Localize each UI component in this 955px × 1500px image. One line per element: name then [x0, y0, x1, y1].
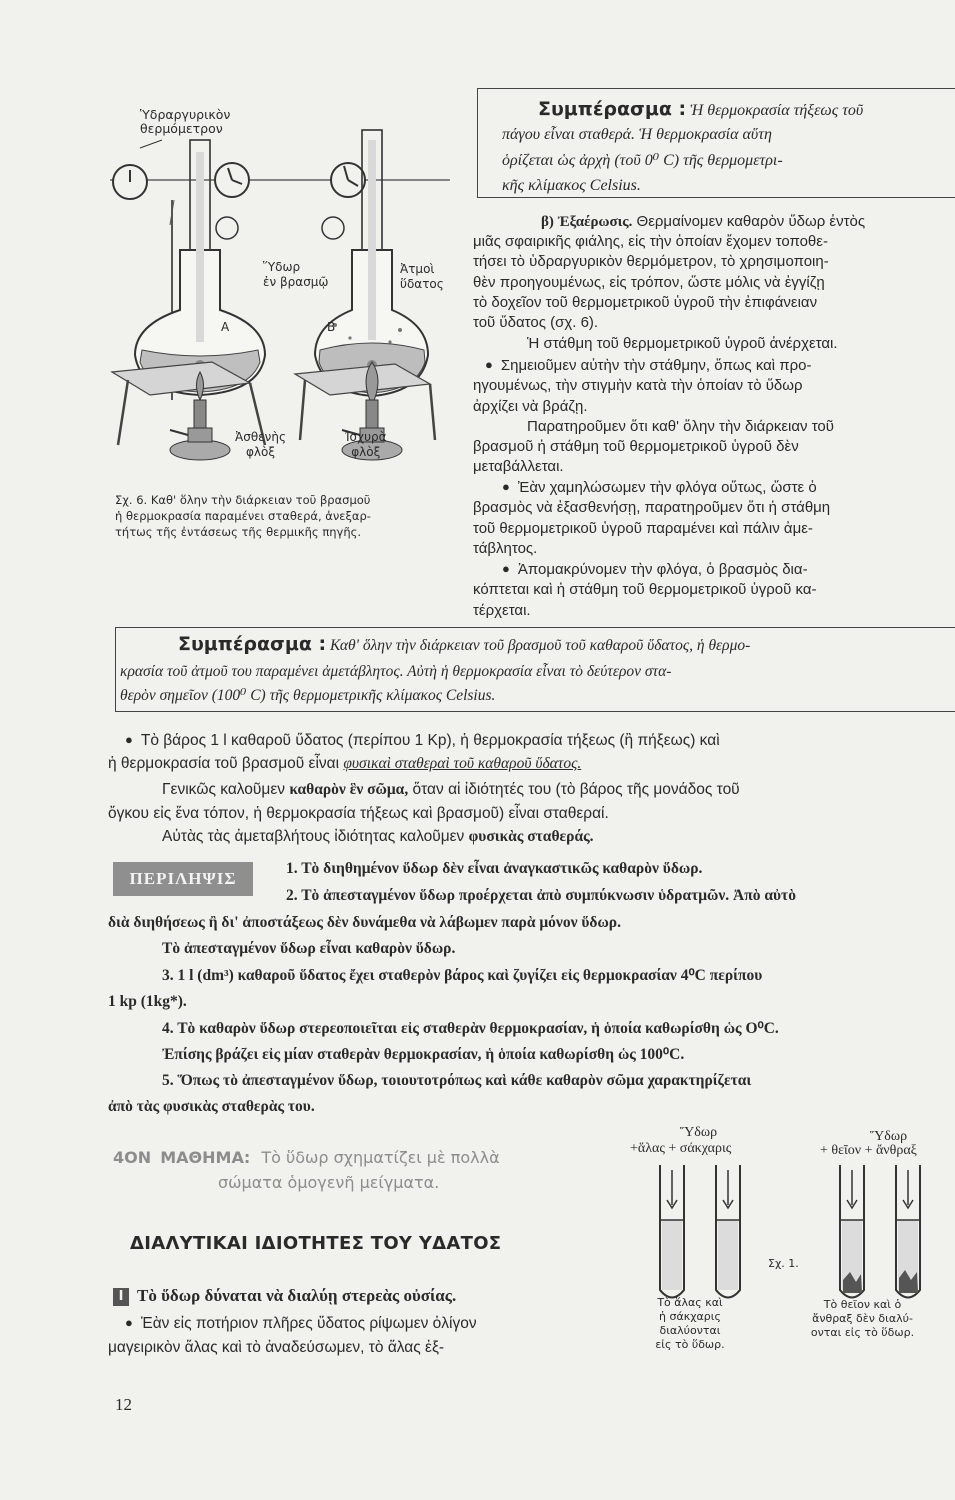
fig1-label: Σχ. 1.	[768, 1257, 799, 1270]
fig1-left-top-2: +ἅλας + σάκχαρις	[630, 1141, 732, 1156]
lesson-text-line-1: ● Ἐὰν εἰς ποτήριον πλῆρες ὕδατος ρίψωμεν ὀλίγον	[125, 1314, 477, 1334]
section-heading: ΔΙΑΛΥΤΙΚΑΙ ΙΔΙΟΤΗΤΕΣ ΤΟΥ ΥΔΑΤΟΣ	[130, 1233, 502, 1254]
fig1-left-caption: Τὸ ἅλας καὶ ἡ σάκχαρις διαλύονται εἰς τὸ ὕδωρ.	[655, 1296, 725, 1351]
conclusion-1-line-1: Συμπέρασμα : Ἡ θερμοκρασία τήξεως τοῦ	[538, 98, 864, 120]
summary-badge: ΠΕΡΙΛΗΨΙΣ	[113, 862, 253, 896]
boiling-line: θὲν προηγουμένως, εἰς τρόπον, ὥστε μόλις νὰ ἐγγίζῃ	[473, 274, 825, 291]
boiling-line: ● Σημειοῦμεν αὐτὴν τὴν στάθμην, ὅπως καὶ προ-	[485, 356, 812, 376]
fig1-left-top-1: Ὕδωρ	[680, 1125, 718, 1140]
strong-flame-label: Ἰσχυρὰ φλὸξ	[345, 430, 387, 459]
boiling-line: ἀρχίζει νὰ βράζῃ.	[473, 398, 588, 415]
summary-line: 1. Τὸ διηθημένον ὕδωρ δὲν εἶναι ἀναγκαστικῶς καθαρὸν ὕδωρ.	[286, 860, 703, 877]
thermometer-label: Ὑδραργυρικὸν θερμόμετρον	[140, 107, 231, 136]
water-vapor-label: Ἀτμοὶ ὕδατος	[400, 262, 444, 291]
summary-line: 2. Τὸ ἀπεσταγμένον ὕδωρ προέρχεται ἀπὸ συμπύκνωσιν ὑδρατμῶν. Ἀπὸ αὐτὸ	[286, 887, 796, 904]
conclusion-2-line-3: θερὸν σημεῖον (100⁰ C) τῆς θερμομετρικῆς κλίμακος Celsius.	[120, 687, 496, 704]
conclusion-2-line-1: Συμπέρασμα : Καθ' ὅλην τὴν διάρκειαν τοῦ βρασμοῦ τοῦ καθαροῦ ὕδατος, ἡ θερμο-	[178, 633, 751, 655]
boiling-line: μεταβάλλεται.	[473, 458, 564, 475]
body-p2-line-1: Γενικῶς καλοῦμεν καθαρὸν ἓν σῶμα, ὅταν αἱ ἰδιότητές του (τὸ βάρος τῆς μονάδος τοῦ	[162, 781, 740, 798]
boiling-line: ● Ἐὰν χαμηλώσωμεν τὴν φλόγα οὕτως, ὥστε ὁ	[502, 478, 817, 498]
fig1-right-caption: Τὸ θεῖον καὶ ὁ ἄνθραξ δὲν διαλύ- ονται εἰς τὸ ὕδωρ.	[810, 1298, 915, 1339]
clock-icon	[331, 163, 365, 197]
fig1-right-top-1: Ὕδωρ	[870, 1129, 908, 1144]
test-tube-left-2	[716, 1165, 740, 1298]
summary-line: Τὸ ἀπεσταγμένον ὕδωρ εἶναι καθαρὸν ὕδωρ.	[162, 940, 456, 957]
body-p2-line-2: ὄγκου εἰς ἕνα τόπον, ἡ θερμοκρασία τήξεως καὶ βρασμοῦ) εἶναι σταθεραί.	[108, 805, 609, 822]
mark-a: A	[221, 320, 230, 334]
lesson-number: 4ΟΝ	[113, 1148, 152, 1167]
clock-icon	[113, 165, 147, 199]
conclusion-2-title: Συμπέρασμα :	[178, 633, 327, 655]
figure-6-caption: Σχ. 6. Καθ' ὅλην τὴν διάρκειαν τοῦ βρασμοῦ ἡ θερμοκρασία παραμένει σταθερά, ἀνεξαρ- τήτως τῆς ἐντάσεως τῆς θερμικῆς πηγῆς.	[115, 493, 371, 539]
boiling-line: Παρατηροῦμεν ὅτι καθ' ὅλην τὴν διάρκειαν τοῦ	[527, 418, 834, 435]
summary-line: Ἐπίσης βράζει εἰς μίαν σταθερὰν θερμοκρασίαν, ἡ ὁποία καθωρίσθη ὡς 100⁰C.	[162, 1046, 685, 1063]
lesson-text-line-2: μαγειρικὸν ἅλας καὶ τὸ ἀναδεύσωμεν, τὸ ἅλας ἐξ-	[108, 1339, 445, 1356]
boiling-line: κόπτεται καὶ ἡ στάθμη τοῦ θερμομετρικοῦ ὑγροῦ κα-	[473, 581, 817, 598]
page-number: 12	[115, 1395, 132, 1414]
lesson-title-line-1: 4ΟΝ ΜΑΘΗΜΑ: Τὸ ὕδωρ σχηματίζει μὲ πολλὰ	[113, 1148, 500, 1167]
boiling-line: τοῦ θερμομετρικοῦ ὑγροῦ παραμένει καὶ πάλιν ἀμε-	[473, 520, 813, 537]
test-tube-left-1	[660, 1165, 684, 1298]
boiling-line: βρασμὸς νὰ ἐξασθενήσῃ, παρατηροῦμεν ὅτι ἡ στάθμη	[473, 499, 831, 516]
figure-6	[100, 100, 470, 480]
summary-line: ἀπὸ τὰς φυσικὰς σταθερὰς του.	[108, 1098, 315, 1115]
boiling-line: βρασμοῦ ἡ στάθμη τοῦ θερμομετρικοῦ ὑγροῦ δὲν	[473, 438, 799, 455]
lesson-label: ΜΑΘΗΜΑ:	[160, 1148, 251, 1167]
test-tube-right-2	[896, 1165, 920, 1298]
summary-line: 4. Τὸ καθαρὸν ὕδωρ στερεοποιεῖται εἰς σταθερὰν θερμοκρασίαν, ἡ ὁποία καθωρίσθη ὡς O⁰C.	[162, 1020, 779, 1037]
fig1-right-top-2: + θεῖον + ἄνθραξ	[820, 1143, 917, 1158]
lesson-title-line-2: σώματα ὁμογενῆ μείγματα.	[218, 1173, 440, 1192]
clock-icon	[215, 163, 249, 197]
boiling-line: τήσει τὸ ὑδραργυρικὸν θερμόμετρον, τὸ χρησιμοποιη-	[473, 253, 829, 270]
summary-line: 3. 1 l (dm³) καθαροῦ ὕδατος ἔχει σταθερὸν βάρος καὶ ζυγίζει εἰς θερμοκρασίαν 4⁰C περίπου	[162, 967, 763, 984]
boiling-line: Ἡ στάθμη τοῦ θερμομετρικοῦ ὑγροῦ ἀνέρχεται.	[527, 335, 838, 352]
body-p1-line-2: ἡ θερμοκρασία τοῦ βρασμοῦ εἶναι φυσικαὶ σταθεραὶ τοῦ καθαροῦ ὕδατος.	[108, 755, 582, 772]
summary-line: 1 kp (1kg*).	[108, 993, 187, 1010]
summary-line: 5. Ὅπως τὸ ἀπεσταγμένον ὕδωρ, τοιουτοτρόπως καὶ κάθε καθαρὸν σῶμα χαρακτηρίζεται	[162, 1072, 752, 1089]
bunsen-burner-a	[170, 400, 230, 460]
conclusion-1-line-2: πάγου εἶναι σταθερά. Ἡ θερμοκρασία αὕτη	[502, 126, 772, 143]
body-p1-line-1: ● Τὸ βάρος 1 l καθαροῦ ὕδατος (περίπου 1 Kp), ἡ θερμοκρασία τήξεως (ἢ πήξεως) καὶ	[125, 731, 720, 751]
mark-b: B	[327, 320, 336, 334]
weak-flame-label: Ἀσθενὴς φλὸξ	[235, 430, 286, 459]
subsection-heading: Τὸ ὕδωρ δύναται νὰ διαλύῃ στερεὰς οὐσίας.	[137, 1286, 457, 1305]
boiling-line: ● Ἀπομακρύνομεν τὴν φλόγα, ὁ βρασμὸς δια-	[502, 560, 808, 580]
summary-line: διὰ διηθήσεως ἢ δι' ἀποστάξεως δὲν δυνάμεθα νὰ λάβωμεν παρὰ μόνον ὕδωρ.	[108, 914, 621, 931]
boiling-line: τάβλητος.	[473, 540, 538, 557]
boiling-heading: β) Ἐξαέρωσις.	[541, 214, 633, 230]
body-p3-line-1: Αὐτὰς τὰς ἀμεταβλήτους ἰδιότητας καλοῦμεν φυσικὰς σταθεράς.	[162, 828, 594, 845]
water-boiling-label: Ὕδωρ ἐν βρασμῷ	[263, 260, 329, 289]
boiling-line: μιᾶς σφαιρικῆς φιάλης, εἰς τὴν ὁποίαν ἔχομεν τοποθε-	[473, 233, 828, 250]
boiling-line: τοῦ ὕδατος (σχ. 6).	[473, 314, 599, 331]
boiling-line: ηγουμένως, τὴν στιγμὴν κατὰ τὴν ὁποίαν τὸ ὕδωρ	[473, 377, 803, 394]
conclusion-1-line-4: κῆς κλίμακος Celsius.	[502, 177, 641, 194]
test-tube-right-1	[840, 1165, 864, 1298]
conclusion-1-line-3: ὁρίζεται ὡς ἀρχὴ (τοῦ 0⁰ C) τῆς θερμομετρι-	[502, 152, 783, 169]
boiling-line: τὸ δοχεῖον τοῦ θερμομετρικοῦ ὑγροῦ τὴν ἐπιφάνειαν	[473, 294, 818, 311]
conclusion-2-line-2: κρασία τοῦ ἀτμοῦ του παραμένει ἀμετάβλητος. Αὐτὴ ἡ θερμοκρασία εἶναι τὸ δεύτερον στα-	[120, 663, 672, 680]
subsection-number-badge: I	[113, 1288, 129, 1306]
boiling-line: τέρχεται.	[473, 602, 531, 619]
conclusion-1-title: Συμπέρασμα :	[538, 98, 687, 120]
boiling-line-1: β) Ἐξαέρωσις. Θερμαίνομεν καθαρὸν ὕδωρ ἐντὸς	[541, 213, 866, 230]
